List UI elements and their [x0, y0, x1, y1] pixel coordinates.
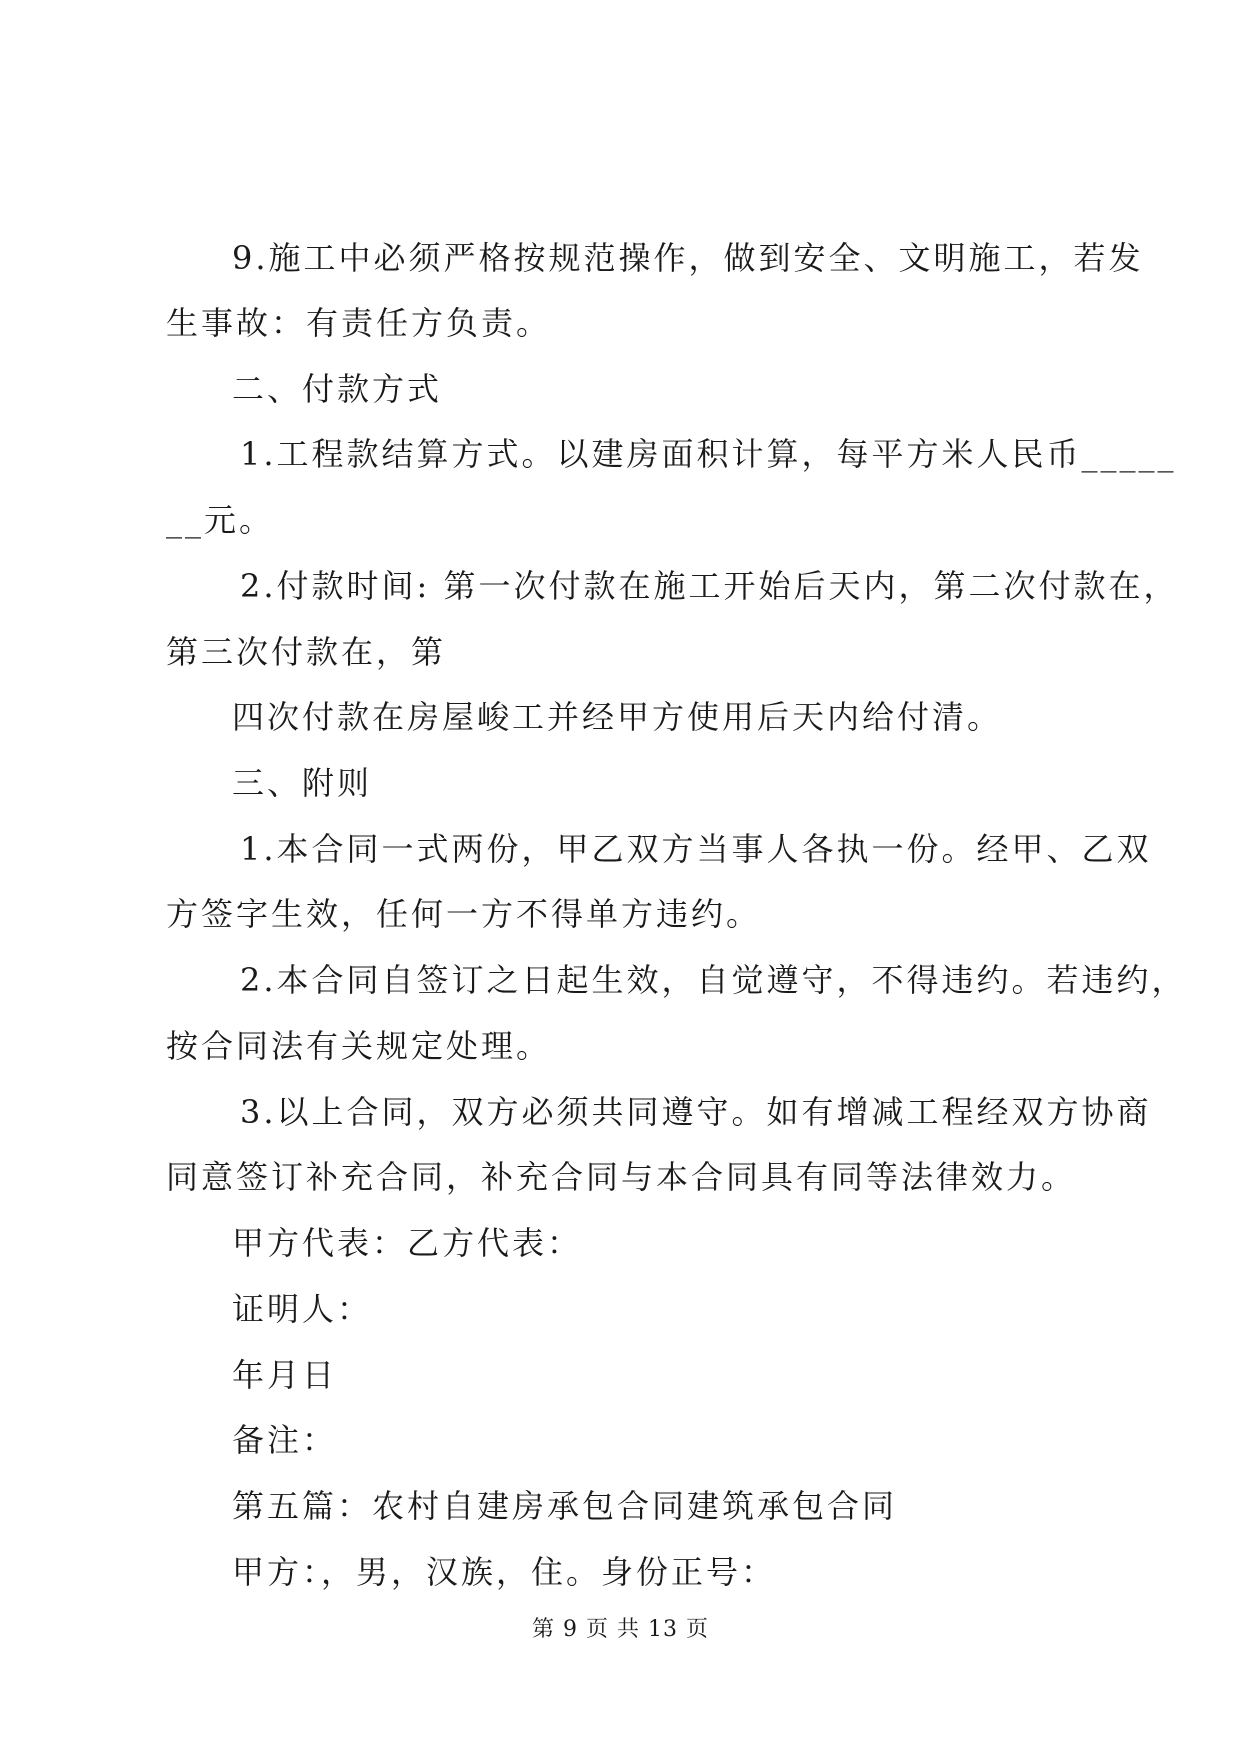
paragraph-line: 甲方：，男，汉族，住。身份正号：	[232, 1553, 777, 1591]
section-heading: 三、附则	[232, 764, 373, 802]
witness-line: 证明人：	[232, 1290, 373, 1328]
paragraph-line: 按合同法有关规定处理。	[166, 1027, 552, 1065]
paragraph-line: 1.本合同一式两份，甲乙双方当事人各执一份。经甲、乙双	[240, 830, 1152, 868]
paragraph-line: 2.本合同自签订之日起生效，自觉遵守，不得违约。若违约，	[240, 961, 1187, 999]
paragraph-line: 3.以上合同，双方必须共同遵守。如有增减工程经双方协商	[240, 1093, 1152, 1131]
page-number-footer: 第 9 页 共 13 页	[532, 1617, 709, 1642]
remarks-line: 备注：	[232, 1421, 338, 1459]
paragraph-line: 生事故：有责任方负责。	[166, 304, 552, 342]
paragraph-line: __元。	[166, 501, 275, 539]
paragraph-line: 方签字生效，任何一方不得单方违约。	[166, 895, 762, 933]
paragraph-line: 同意签订补充合同，补充合同与本合同具有同等法律效力。	[166, 1158, 1077, 1196]
paragraph-line: 四次付款在房屋峻工并经甲方使用后天内给付清。	[232, 698, 1003, 736]
date-line: 年月日	[232, 1356, 338, 1394]
paragraph-line: 第三次付款在，第	[166, 633, 447, 671]
paragraph-line: 1.工程款结算方式。以建房面积计算，每平方米人民币_____	[240, 435, 1177, 473]
chapter-title: 第五篇：农村自建房承包合同建筑承包合同	[232, 1487, 898, 1525]
paragraph-line: 9.施工中必须严格按规范操作，做到安全、文明施工，若发	[232, 239, 1144, 277]
paragraph-line: 2.付款时间: 第一次付款在施工开始后天内，第二次付款在，	[240, 567, 1179, 605]
signature-line: 甲方代表：乙方代表：	[232, 1224, 583, 1262]
section-heading: 二、付款方式	[232, 370, 443, 408]
